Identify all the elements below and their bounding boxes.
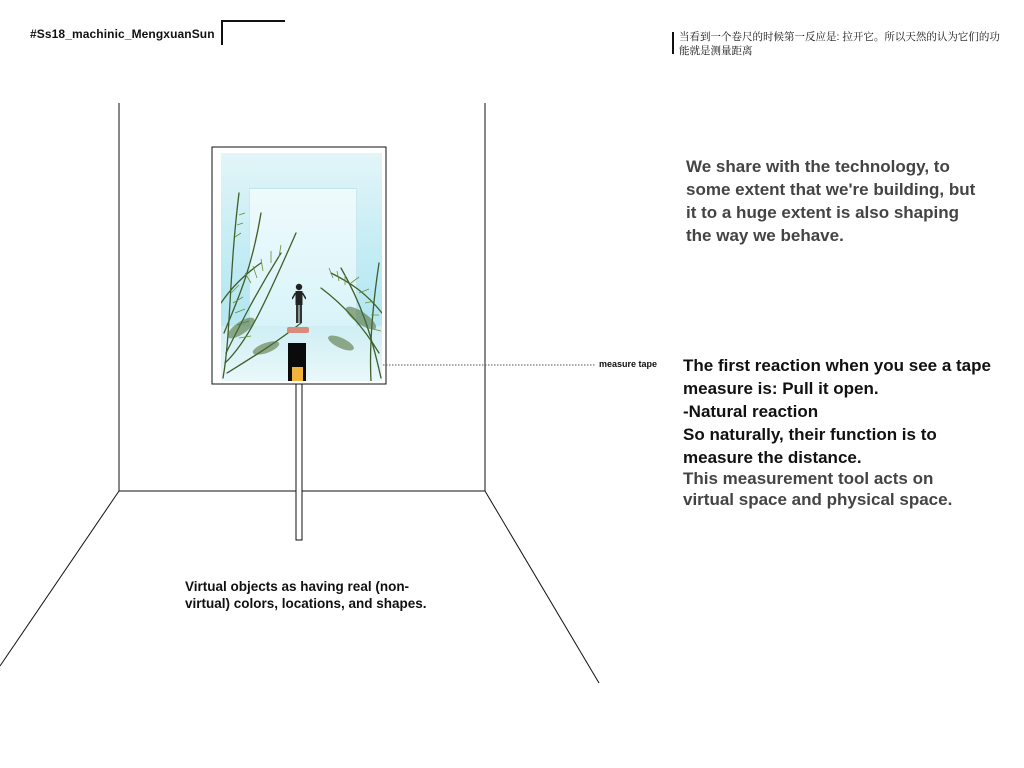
stand-pole bbox=[296, 384, 302, 540]
tape-measure-tab bbox=[292, 367, 303, 381]
technology-quote: We share with the technology, to some extent that we're building, but it to a huge extent is also shaping the way we behave. bbox=[686, 157, 976, 245]
reaction-text bbox=[683, 354, 1003, 469]
scene-pedestal bbox=[287, 327, 309, 333]
virtual-scene bbox=[221, 153, 382, 381]
measure-tape-label: measure tape bbox=[599, 359, 658, 369]
project-tag: #Ss18_machinic_MengxuanSun bbox=[30, 27, 215, 41]
virtual-objects-note: Virtual objects as having real (non-virtual) colors, locations, and shapes. bbox=[185, 579, 427, 611]
reaction-line: So naturally, their function is to measure the distance. bbox=[683, 425, 937, 467]
person-figure bbox=[292, 283, 306, 331]
reaction-line: The first reaction when you see a tape measure is: Pull it open. bbox=[683, 356, 991, 398]
floor-edge-right bbox=[485, 491, 599, 683]
measurement-tool-text: This measurement tool acts on virtual space and physical space. bbox=[683, 469, 953, 509]
floor-edge-left bbox=[0, 491, 119, 666]
reaction-line: -Natural reaction bbox=[683, 402, 819, 421]
chinese-note: 当看到一个卷尺的时候第一反应是: 拉开它。所以天然的认为它们的功能就是测量距离 bbox=[679, 31, 1000, 57]
